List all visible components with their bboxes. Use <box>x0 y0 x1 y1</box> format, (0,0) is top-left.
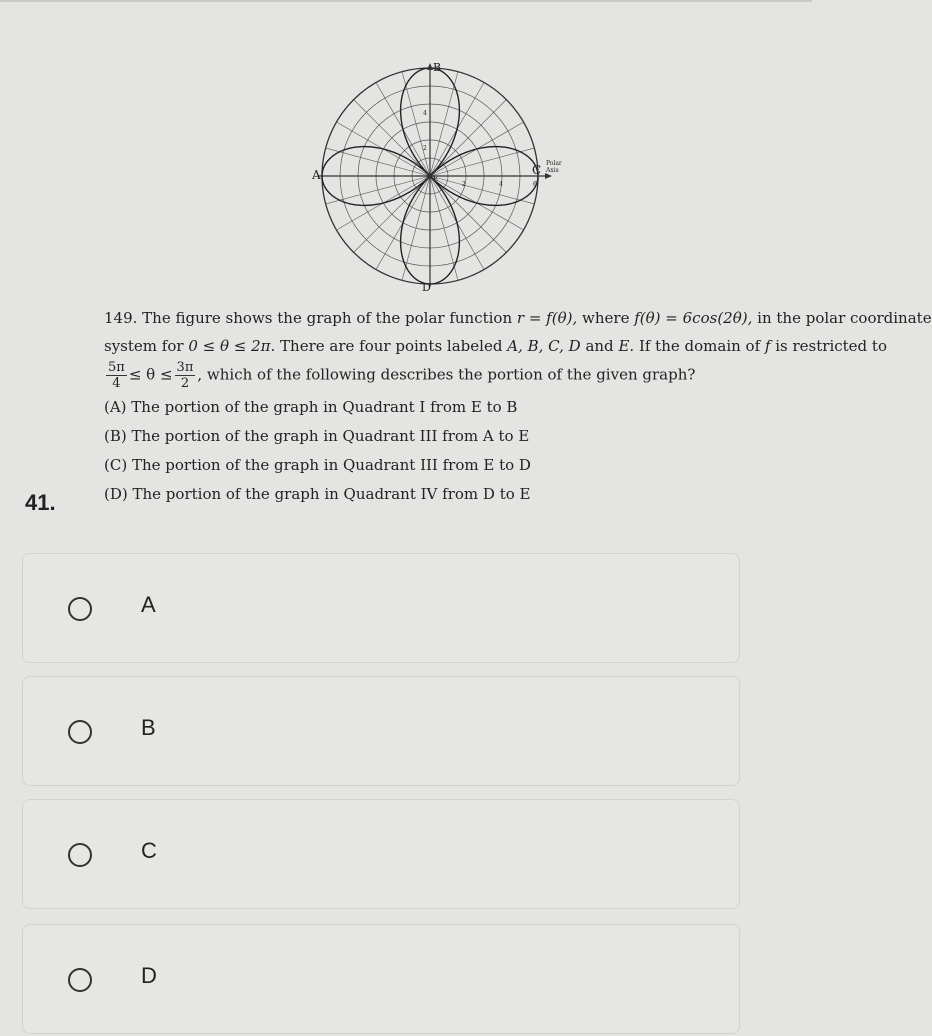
top-divider <box>0 0 812 2</box>
grid-ray <box>354 100 430 176</box>
grid-ray <box>430 176 506 252</box>
question-number: 41. <box>25 490 56 515</box>
option-b[interactable] <box>22 676 740 786</box>
point-b-label: B <box>433 61 442 74</box>
choice-text-b: (B) The portion of the graph in Quadrant III from A to E <box>104 427 530 445</box>
option-b-label: B <box>141 715 156 740</box>
grid-ray <box>430 100 506 176</box>
polar-graph <box>300 55 590 305</box>
option-c-label: C <box>141 838 157 863</box>
question-line-1: 149. The figure shows the graph of the polar function r = f(θ), where f(θ) = 6cos(2θ), in the polar coordinate <box>104 309 932 327</box>
answer-choices-text <box>104 393 804 509</box>
tick-label-4: 4 <box>499 181 503 188</box>
point-d-label: D <box>422 281 431 294</box>
radio-d[interactable] <box>68 968 92 992</box>
point-e-label: E <box>433 175 439 183</box>
radio-c[interactable] <box>68 843 92 867</box>
radio-a[interactable] <box>68 597 92 621</box>
choice-text-d: (D) The portion of the graph in Quadrant IV from D to E <box>104 485 531 503</box>
radio-b[interactable] <box>68 720 92 744</box>
tick-label-4-vertical: 4 <box>423 110 427 117</box>
choice-text-c: (C) The portion of the graph in Quadrant III from E to D <box>104 456 531 474</box>
tick-label-6: 6 <box>533 181 537 188</box>
option-a[interactable] <box>22 553 740 663</box>
option-d[interactable] <box>22 924 740 1034</box>
point-a-label: A <box>312 168 321 182</box>
question-line-3: $\frac{5\pi}{4}$ ≤ θ ≤ $\frac{3\pi}{2}$ , which of the following describes the portion of the given graph? <box>108 360 696 391</box>
option-d-label: D <box>141 963 157 988</box>
polar-axis-label: Polar <box>546 160 562 167</box>
option-c[interactable] <box>22 799 740 909</box>
grid-ray <box>354 176 430 252</box>
tick-label-2: 2 <box>462 181 466 188</box>
polar-graph-figure <box>300 55 590 305</box>
fraction-5pi-4: $\frac{5\pi}{4}$ <box>108 360 125 391</box>
polar-axis-label-2: Axis <box>546 167 559 174</box>
question-text <box>104 304 932 509</box>
choice-text-a: (A) The portion of the graph in Quadrant I from E to B <box>104 398 518 416</box>
tick-label-2-vertical: 2 <box>423 145 427 152</box>
question-line-2: system for 0 ≤ θ ≤ 2π. There are four points labeled A, B, C, D and E. If the domain of f is restricted to <box>104 337 887 355</box>
point-c-label: C <box>532 163 542 177</box>
option-a-label: A <box>141 592 156 617</box>
fraction-3pi-2: $\frac{3\pi}{2}$ <box>176 360 194 391</box>
